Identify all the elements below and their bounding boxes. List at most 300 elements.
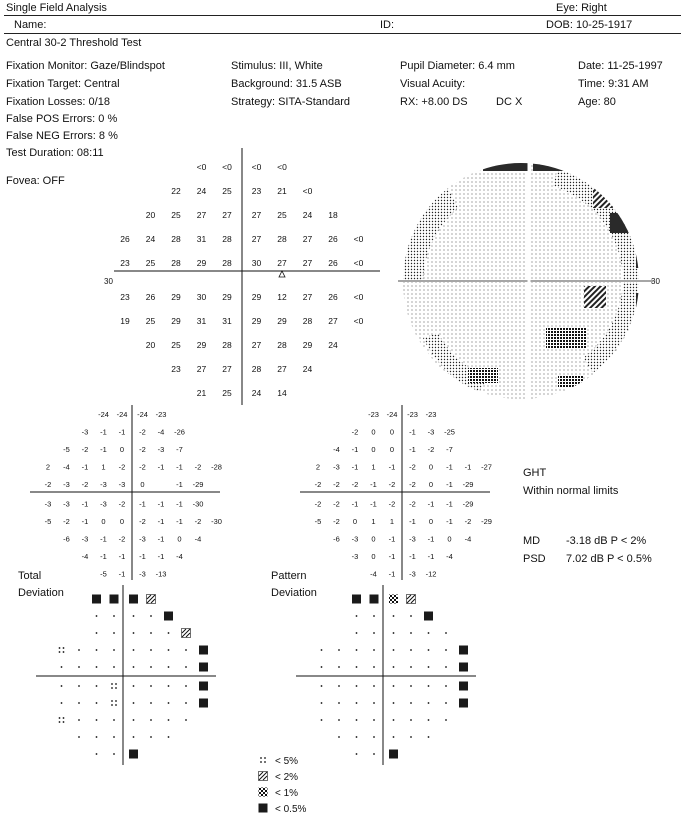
pattern-deviation-value: 2 xyxy=(315,462,321,472)
total-deviation-probability-symbol xyxy=(168,649,170,651)
threshold-value: <0 xyxy=(353,292,364,302)
total-deviation-probability-symbol xyxy=(96,632,98,634)
gray-axis-label-right: 30 xyxy=(651,277,660,286)
threshold-value: 27 xyxy=(196,210,207,220)
pattern-deviation-probability-symbol xyxy=(373,649,375,651)
total-deviation-value: -2 xyxy=(194,462,202,472)
total-deviation-probability-symbol xyxy=(133,666,135,668)
total-deviation-value: -2 xyxy=(81,445,89,454)
pattern-deviation-value: -2 xyxy=(409,499,416,509)
total-deviation-value: -2 xyxy=(139,517,146,526)
pattern-deviation-value: -1 xyxy=(351,445,359,454)
total-deviation-value: -1 xyxy=(157,534,165,544)
total-deviation-value: -1 xyxy=(139,552,146,561)
pattern-deviation-probability-symbol xyxy=(352,595,361,604)
total-deviation-value: -5 xyxy=(44,517,52,526)
total-deviation-value: -5 xyxy=(63,445,70,454)
pattern-deviation-value: -2 xyxy=(351,480,359,489)
threshold-value: 28 xyxy=(222,258,232,268)
pattern-deviation-probability-symbol xyxy=(356,632,358,634)
total-deviation-value: -3 xyxy=(81,534,89,544)
pattern-deviation-probability-symbol xyxy=(410,736,412,738)
pattern-deviation-probability-symbol xyxy=(356,615,358,617)
total-deviation-value: -3 xyxy=(139,569,146,579)
total-deviation-value: -3 xyxy=(100,499,107,509)
total-deviation-value: -2 xyxy=(139,462,146,472)
pattern-deviation-value: -2 xyxy=(314,499,322,509)
threshold-value: 25 xyxy=(171,210,181,220)
pattern-deviation-value: -1 xyxy=(388,462,396,472)
pattern-deviation-probability-symbol xyxy=(407,595,416,604)
header-top-rule xyxy=(4,15,681,16)
pattern-deviation-probability-symbol xyxy=(445,685,447,687)
total-deviation-probability-symbol xyxy=(129,595,138,604)
pattern-deviation-value: -1 xyxy=(446,480,453,489)
threshold-value: 27 xyxy=(328,316,338,326)
total-deviation-value: -30 xyxy=(211,517,222,526)
total-deviation-probability-symbol xyxy=(150,685,152,687)
total-deviation-value: -29 xyxy=(192,480,204,489)
pattern-deviation-probability-symbol xyxy=(428,649,430,651)
threshold-value: 28 xyxy=(171,258,181,268)
threshold-value: 23 xyxy=(120,292,130,302)
threshold-value: 19 xyxy=(120,316,130,326)
pattern-deviation-value: -1 xyxy=(351,499,359,509)
threshold-value: 27 xyxy=(222,364,232,374)
total-deviation-value: -4 xyxy=(81,552,89,561)
pattern-deviation-value: -6 xyxy=(333,534,340,544)
legend-symbol xyxy=(260,757,266,763)
pattern-deviation-probability-symbol xyxy=(321,719,323,721)
pattern-deviation-probability-symbol xyxy=(410,702,412,704)
pattern-deviation-value: 0 xyxy=(389,427,395,437)
pattern-deviation-probability-symbol xyxy=(428,666,430,668)
patient-age: Age: 80 xyxy=(578,96,616,108)
total-deviation-value: -3 xyxy=(157,445,165,454)
total-deviation-probability-symbol xyxy=(111,683,117,689)
total-deviation-value: 0 xyxy=(119,517,125,526)
total-deviation-value: -1 xyxy=(176,517,183,526)
id-label: ID: xyxy=(380,19,395,31)
pattern-deviation-probability-symbol xyxy=(373,685,375,687)
threshold-value: 28 xyxy=(222,340,232,350)
threshold-value: <0 xyxy=(222,162,232,172)
pattern-deviation-value: -1 xyxy=(446,462,453,472)
total-deviation-value: -1 xyxy=(176,462,183,472)
pattern-deviation-probability-symbol xyxy=(428,719,430,721)
threshold-value: 25 xyxy=(222,186,232,196)
threshold-value: 24 xyxy=(251,388,262,398)
dob-label: DOB: 10-25-1917 xyxy=(546,19,633,31)
threshold-value: 28 xyxy=(277,234,287,244)
threshold-value: 14 xyxy=(277,388,287,398)
threshold-value: 28 xyxy=(222,234,232,244)
pattern-deviation-value: -27 xyxy=(481,462,492,472)
threshold-value: 25 xyxy=(277,210,287,220)
total-deviation-probability-symbol xyxy=(133,632,135,634)
threshold-value: 22 xyxy=(171,186,181,196)
total-deviation-probability-symbol xyxy=(182,629,191,638)
pattern-deviation-value: -1 xyxy=(446,499,453,509)
pattern-deviation-value: 0 xyxy=(371,534,376,544)
total-deviation-probability-symbol xyxy=(185,702,187,704)
total-deviation-probability-symbol xyxy=(199,682,208,691)
visual-acuity: Visual Acuity: xyxy=(400,78,466,90)
pattern-deviation-value: 1 xyxy=(389,517,395,526)
pattern-deviation-value: -2 xyxy=(314,480,322,489)
pattern-deviation-probability-symbol xyxy=(373,666,375,668)
ght-value: Within normal limits xyxy=(523,485,619,497)
pattern-deviation-probability-symbol xyxy=(373,736,375,738)
pattern-deviation-value: -1 xyxy=(370,499,377,509)
total-deviation-value: -1 xyxy=(118,569,126,579)
strategy: Strategy: SITA-Standard xyxy=(231,96,351,108)
threshold-value: 26 xyxy=(328,234,338,244)
threshold-value: <0 xyxy=(353,234,364,244)
pattern-deviation-value: -1 xyxy=(409,427,416,437)
psd-label: PSD xyxy=(523,553,546,565)
test-duration: Test Duration: 08:11 xyxy=(6,147,104,159)
pattern-deviation-probability-symbol xyxy=(393,666,395,668)
pattern-deviation-probability-symbol xyxy=(356,649,358,651)
pattern-deviation-probability-symbol xyxy=(373,719,375,721)
total-deviation-probability-symbol xyxy=(147,595,156,604)
pattern-deviation-probability-symbol xyxy=(459,646,468,655)
total-deviation-value: -2 xyxy=(118,534,126,544)
pattern-deviation-probability-symbol xyxy=(445,649,447,651)
threshold-value: 29 xyxy=(251,292,262,302)
total-deviation-value: -2 xyxy=(118,462,126,472)
threshold-value: 30 xyxy=(196,292,207,302)
total-deviation-probability-symbol xyxy=(61,685,63,687)
total-deviation-probability-symbol xyxy=(113,666,115,668)
pattern-deviation-value: 0 xyxy=(428,480,434,489)
total-deviation-probability-symbol xyxy=(199,699,208,708)
threshold-value: 25 xyxy=(222,388,232,398)
pattern-deviation-probability-symbol xyxy=(445,719,447,721)
total-deviation-value: -24 xyxy=(137,410,148,419)
pattern-deviation-probability-symbol xyxy=(410,685,412,687)
pattern-deviation-probability-symbol xyxy=(445,702,447,704)
pattern-deviation-probability-symbol xyxy=(428,736,430,738)
rx: RX: +8.00 DS xyxy=(400,96,468,108)
pattern-deviation-value: -12 xyxy=(425,569,437,579)
total-deviation-value: -28 xyxy=(211,462,222,472)
pattern-deviation-value: 0 xyxy=(428,462,434,472)
threshold-value: 24 xyxy=(302,364,313,374)
total-deviation-value: -1 xyxy=(157,552,165,561)
threshold-value: <0 xyxy=(302,186,313,196)
total-deviation-probability-symbol xyxy=(133,615,135,617)
legend-symbol xyxy=(259,804,268,813)
legend-label: < 5% xyxy=(275,756,299,767)
total-deviation-probability-symbol xyxy=(61,702,63,704)
pattern-deviation-probability-symbol xyxy=(356,736,358,738)
pattern-deviation-value: -23 xyxy=(407,410,418,419)
pattern-deviation-label-1: Pattern xyxy=(271,570,307,582)
total-deviation-value: -1 xyxy=(176,480,183,489)
pattern-deviation-value: 0 xyxy=(389,445,395,454)
total-deviation-probability-symbol xyxy=(199,646,208,655)
total-deviation-value: -2 xyxy=(44,480,52,489)
total-deviation-value: -1 xyxy=(81,499,89,509)
total-deviation-value: -1 xyxy=(118,552,126,561)
legend-label: < 1% xyxy=(275,788,299,799)
total-deviation-probability-symbol xyxy=(113,753,115,755)
total-deviation-label-2: Deviation xyxy=(18,587,64,599)
threshold-value: 23 xyxy=(251,186,262,196)
fixation-target: Fixation Target: Central xyxy=(6,78,120,90)
pattern-deviation-value: -1 xyxy=(351,462,359,472)
pattern-deviation-probability-symbol xyxy=(373,632,375,634)
total-deviation-probability-symbol xyxy=(133,685,135,687)
axis-label-left: 30 xyxy=(104,277,113,286)
threshold-value: 29 xyxy=(196,340,207,350)
threshold-value: 24 xyxy=(196,186,207,196)
threshold-value: 26 xyxy=(328,292,338,302)
pattern-deviation-value: -5 xyxy=(314,517,322,526)
total-deviation-probability-symbol xyxy=(164,612,173,621)
pattern-deviation-probability-symbol xyxy=(459,682,468,691)
pattern-deviation-value: -2 xyxy=(388,499,396,509)
pattern-deviation-probability-symbol xyxy=(373,615,375,617)
md-label: MD xyxy=(523,535,541,547)
threshold-value: 28 xyxy=(251,364,262,374)
total-deviation-value: -3 xyxy=(44,499,52,509)
pattern-deviation-probability-symbol xyxy=(338,666,340,668)
threshold-value: 27 xyxy=(302,258,313,268)
threshold-value: 12 xyxy=(277,292,287,302)
pattern-deviation-probability-symbol xyxy=(393,685,395,687)
total-deviation-value: -2 xyxy=(118,499,126,509)
total-deviation-value: -2 xyxy=(194,517,202,526)
pattern-deviation-value: 0 xyxy=(371,445,376,454)
total-deviation-probability-symbol xyxy=(96,753,98,755)
total-deviation-probability-symbol xyxy=(96,666,98,668)
pattern-deviation-value: -1 xyxy=(409,445,416,454)
fixation-monitor: Fixation Monitor: Gaze/Blindspot xyxy=(6,60,165,72)
threshold-value: 27 xyxy=(251,234,262,244)
threshold-value: 21 xyxy=(196,388,207,398)
pattern-deviation-value: -2 xyxy=(333,480,340,489)
total-deviation-probability-symbol xyxy=(133,702,135,704)
name-label: Name: xyxy=(14,19,47,31)
total-deviation-value: -5 xyxy=(100,569,107,579)
total-deviation-probability-symbol xyxy=(96,615,98,617)
total-deviation-value: 1 xyxy=(101,462,106,472)
total-deviation-probability-symbol xyxy=(199,663,208,672)
total-deviation-probability-symbol xyxy=(185,649,187,651)
legend-symbol xyxy=(259,788,268,797)
total-deviation-value: -1 xyxy=(81,517,89,526)
pattern-deviation-value: -3 xyxy=(351,552,359,561)
pattern-deviation-probability-symbol xyxy=(445,666,447,668)
pattern-deviation-probability-symbol xyxy=(321,649,323,651)
pattern-deviation-value: -3 xyxy=(351,534,359,544)
threshold-value: 26 xyxy=(328,258,338,268)
pattern-deviation-value: -2 xyxy=(351,427,359,437)
total-deviation-probability-symbol xyxy=(185,666,187,668)
rx-dc: DC X xyxy=(496,96,523,108)
total-deviation-value: -1 xyxy=(81,462,89,472)
threshold-value: 27 xyxy=(277,258,287,268)
total-deviation-probability-symbol xyxy=(111,700,117,706)
pattern-deviation-value: -4 xyxy=(370,569,377,579)
threshold-value: 31 xyxy=(196,316,207,326)
total-deviation-probability-symbol xyxy=(133,736,135,738)
threshold-value: <0 xyxy=(353,316,364,326)
total-deviation-value: -26 xyxy=(174,427,185,437)
total-deviation-probability-symbol xyxy=(78,666,80,668)
pattern-deviation-value: 1 xyxy=(371,517,376,526)
probability-legend xyxy=(255,752,375,822)
total-deviation-probability-symbol xyxy=(185,685,187,687)
total-deviation-probability-symbol xyxy=(113,632,115,634)
pattern-deviation-probability-plot xyxy=(296,585,481,770)
total-deviation-plot xyxy=(20,405,235,580)
pattern-deviation-probability-symbol xyxy=(393,632,395,634)
total-deviation-value: 0 xyxy=(119,445,125,454)
pattern-deviation-probability-symbol xyxy=(370,595,379,604)
total-deviation-probability-symbol xyxy=(78,702,80,704)
total-deviation-probability-symbol xyxy=(150,736,152,738)
pattern-deviation-probability-symbol xyxy=(393,649,395,651)
pattern-deviation-plot xyxy=(290,405,505,580)
pattern-deviation-value: -2 xyxy=(409,480,416,489)
total-deviation-value: -3 xyxy=(118,480,126,489)
pattern-deviation-value: -1 xyxy=(409,552,416,561)
total-deviation-value: -7 xyxy=(176,445,183,454)
header-bottom-rule xyxy=(4,33,681,34)
total-deviation-value: -4 xyxy=(176,552,183,561)
legend-label: < 2% xyxy=(275,772,299,783)
report-title: Single Field Analysis xyxy=(6,2,107,14)
threshold-value: 29 xyxy=(171,316,181,326)
total-deviation-probability-symbol xyxy=(113,649,115,651)
total-deviation-probability-symbol xyxy=(168,685,170,687)
total-deviation-value: -3 xyxy=(100,480,107,489)
ght-label: GHT xyxy=(523,467,547,479)
pattern-deviation-probability-symbol xyxy=(428,702,430,704)
threshold-value: 18 xyxy=(328,210,338,220)
pattern-deviation-value: -2 xyxy=(409,462,416,472)
total-deviation-value: -1 xyxy=(100,445,107,454)
threshold-value: 29 xyxy=(222,292,232,302)
pattern-deviation-probability-symbol xyxy=(389,750,398,759)
total-deviation-value: -3 xyxy=(63,480,70,489)
pattern-deviation-value: 0 xyxy=(352,517,358,526)
total-deviation-value: -3 xyxy=(63,499,70,509)
total-deviation-probability-symbol xyxy=(78,649,80,651)
total-deviation-value: -1 xyxy=(139,499,146,509)
threshold-value: <0 xyxy=(277,162,287,172)
total-deviation-value: -24 xyxy=(116,410,128,419)
total-deviation-value: -4 xyxy=(63,462,70,472)
pattern-deviation-value: -3 xyxy=(409,569,416,579)
pattern-deviation-probability-symbol xyxy=(428,685,430,687)
threshold-value: <0 xyxy=(353,258,364,268)
pattern-deviation-value: -2 xyxy=(333,517,340,526)
total-deviation-value: 0 xyxy=(177,534,182,544)
pattern-deviation-probability-symbol xyxy=(373,702,375,704)
pattern-deviation-value: -29 xyxy=(462,480,474,489)
psd-value: 7.02 dB P < 0.5% xyxy=(566,553,652,565)
total-deviation-value: -1 xyxy=(118,427,126,437)
pattern-deviation-value: -1 xyxy=(446,517,453,526)
legend-label: < 0.5% xyxy=(275,804,307,815)
pattern-deviation-value: -7 xyxy=(446,445,453,454)
total-deviation-value: 0 xyxy=(140,480,145,489)
threshold-value: 27 xyxy=(302,234,313,244)
pattern-deviation-probability-symbol xyxy=(393,702,395,704)
pattern-deviation-probability-symbol xyxy=(410,719,412,721)
total-deviation-value: -1 xyxy=(100,427,107,437)
total-deviation-probability-symbol xyxy=(150,615,152,617)
stimulus: Stimulus: III, White xyxy=(231,60,323,72)
total-deviation-value: -2 xyxy=(63,517,70,526)
total-deviation-probability-symbol xyxy=(96,685,98,687)
md-value: -3.18 dB P < 2% xyxy=(566,535,647,547)
total-deviation-probability-symbol xyxy=(96,702,98,704)
total-deviation-value: -1 xyxy=(100,552,107,561)
pattern-deviation-probability-symbol xyxy=(356,719,358,721)
total-deviation-probability-symbol xyxy=(78,719,80,721)
pattern-deviation-value: -24 xyxy=(386,410,398,419)
total-deviation-probability-symbol xyxy=(150,719,152,721)
total-deviation-value: -3 xyxy=(139,534,146,544)
threshold-value: 24 xyxy=(302,210,313,220)
false-neg-errors: False NEG Errors: 8 % xyxy=(6,130,118,142)
threshold-value: 29 xyxy=(196,258,207,268)
pattern-deviation-value: -1 xyxy=(427,552,435,561)
total-deviation-probability-symbol xyxy=(92,595,101,604)
pattern-deviation-probability-symbol xyxy=(393,615,395,617)
total-deviation-value: -4 xyxy=(194,534,202,544)
pattern-deviation-value: 0 xyxy=(371,427,376,437)
threshold-value: 26 xyxy=(120,234,130,244)
threshold-value: 23 xyxy=(120,258,130,268)
total-deviation-probability-symbol xyxy=(59,717,65,723)
blind-spot-marker xyxy=(279,271,285,277)
pattern-deviation-probability-symbol xyxy=(428,632,430,634)
total-deviation-value: -6 xyxy=(63,534,70,544)
pattern-deviation-value: -2 xyxy=(388,480,396,489)
pattern-deviation-value: -4 xyxy=(333,445,340,454)
threshold-value: 29 xyxy=(171,292,181,302)
total-deviation-probability-symbol xyxy=(78,685,80,687)
pattern-deviation-value: -1 xyxy=(427,534,435,544)
total-deviation-value: -4 xyxy=(157,427,165,437)
total-deviation-value: -1 xyxy=(157,517,165,526)
pattern-deviation-probability-symbol xyxy=(445,632,447,634)
threshold-value: 28 xyxy=(171,234,181,244)
pattern-deviation-value: -1 xyxy=(388,569,396,579)
threshold-value: 28 xyxy=(302,316,313,326)
pattern-deviation-probability-symbol xyxy=(410,632,412,634)
total-deviation-probability-symbol xyxy=(61,666,63,668)
total-deviation-probability-symbol xyxy=(78,736,80,738)
pattern-deviation-probability-symbol xyxy=(356,685,358,687)
pattern-deviation-probability-symbol xyxy=(459,699,468,708)
pattern-deviation-value: -23 xyxy=(425,410,437,419)
threshold-value: 25 xyxy=(171,340,181,350)
threshold-value: 27 xyxy=(251,340,262,350)
pattern-deviation-probability-symbol xyxy=(356,702,358,704)
threshold-value: 21 xyxy=(277,186,287,196)
threshold-value: 29 xyxy=(277,316,287,326)
total-deviation-probability-symbol xyxy=(113,719,115,721)
total-deviation-probability-symbol xyxy=(113,736,115,738)
